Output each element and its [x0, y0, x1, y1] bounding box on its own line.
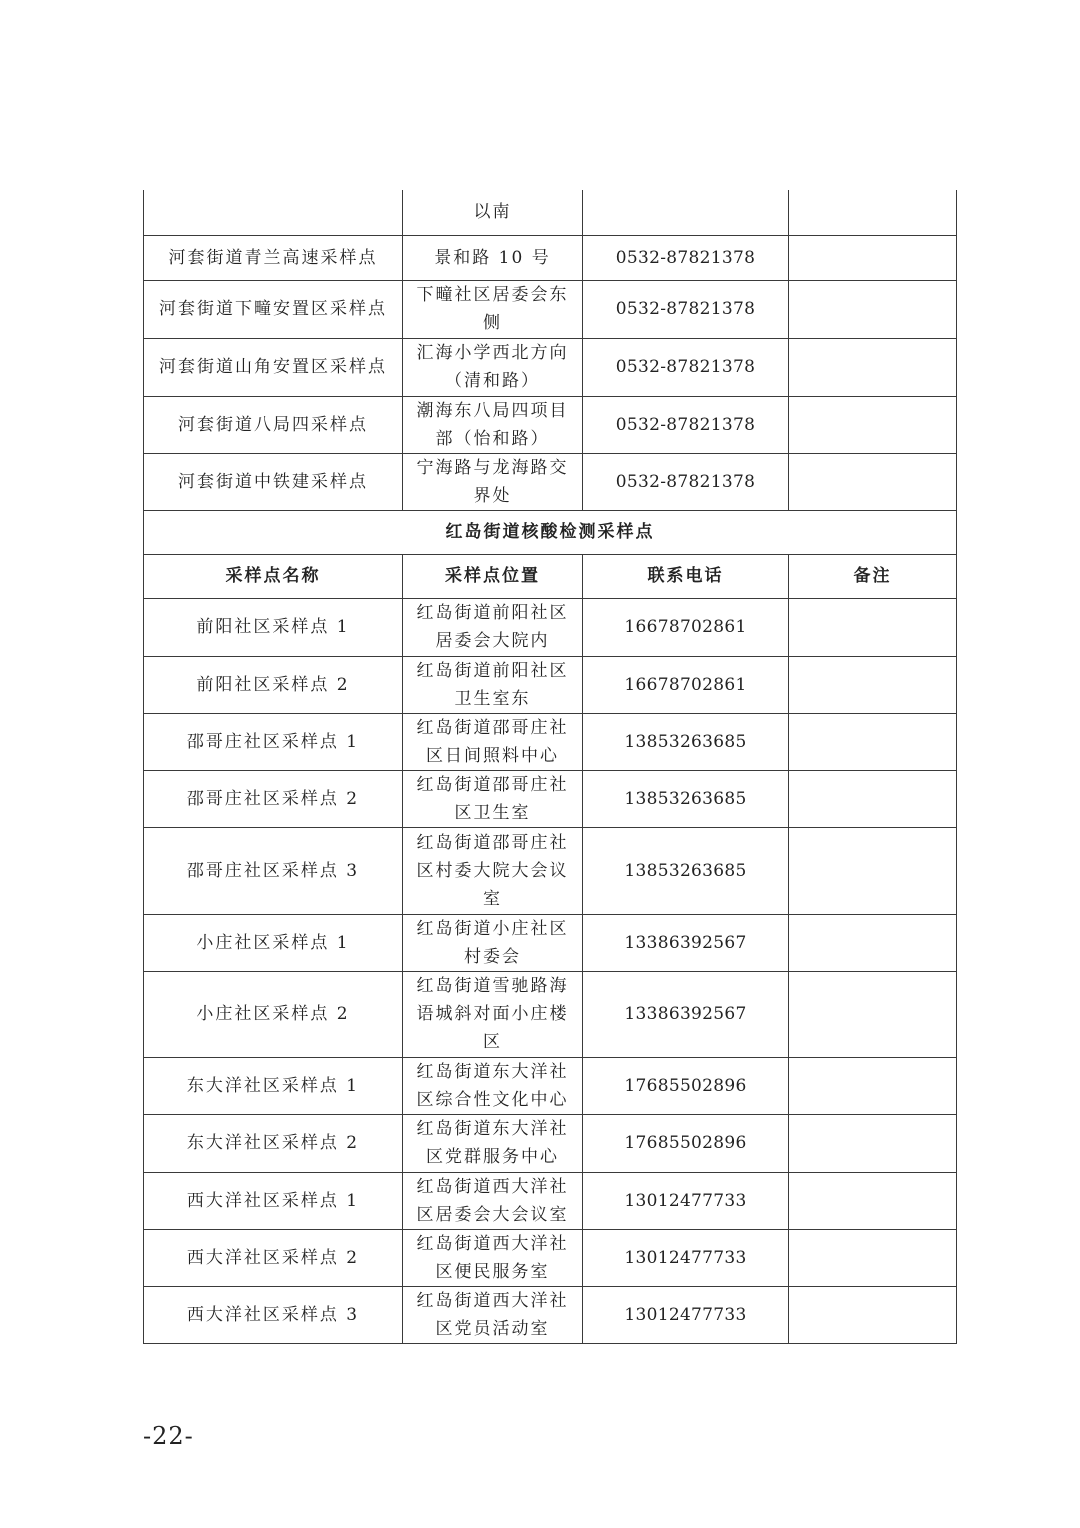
cell-note — [789, 1114, 957, 1172]
table-row — [144, 235, 957, 280]
cell-name: 邵哥庄社区采样点 2 — [144, 770, 403, 827]
cell-phone: 17685502896 — [583, 1057, 789, 1114]
cell-location: 红岛街道西大洋社区便民服务室 — [403, 1229, 583, 1286]
cell-note — [789, 1057, 957, 1114]
cell-phone: 13386392567 — [583, 971, 789, 1057]
cell-name: 小庄社区采样点 1 — [144, 914, 403, 971]
cell-name: 前阳社区采样点 1 — [144, 598, 403, 656]
cell-name: 西大洋社区采样点 2 — [144, 1229, 403, 1286]
table-row — [144, 396, 957, 453]
table-row — [144, 1172, 957, 1229]
table-row — [144, 338, 957, 396]
cell-name: 河套街道青兰高速采样点 — [144, 235, 403, 280]
cell-phone: 13012477733 — [583, 1286, 789, 1343]
cell-note — [789, 1286, 957, 1343]
table-row — [144, 827, 957, 914]
cell-name: 小庄社区采样点 2 — [144, 971, 403, 1057]
cell-name: 东大洋社区采样点 1 — [144, 1057, 403, 1114]
cell-note — [789, 971, 957, 1057]
cell-phone — [583, 190, 789, 235]
cell-name: 河套街道山角安置区采样点 — [144, 338, 403, 396]
cell-phone: 0532-87821378 — [583, 280, 789, 338]
cell-name: 河套街道八局四采样点 — [144, 396, 403, 453]
cell-name: 河套街道下疃安置区采样点 — [144, 280, 403, 338]
cell-name — [144, 190, 403, 235]
table-row — [144, 713, 957, 770]
table-row — [144, 280, 957, 338]
cell-note — [789, 453, 957, 510]
section-title: 红岛街道核酸检测采样点 — [144, 510, 957, 554]
cell-location: 红岛街道邵哥庄社区日间照料中心 — [403, 713, 583, 770]
header-note: 备注 — [789, 554, 957, 598]
cell-name: 东大洋社区采样点 2 — [144, 1114, 403, 1172]
cell-phone: 0532-87821378 — [583, 235, 789, 280]
cell-name: 邵哥庄社区采样点 1 — [144, 713, 403, 770]
cell-location: 红岛街道邵哥庄社区卫生室 — [403, 770, 583, 827]
page-number: -22- — [143, 1422, 194, 1450]
cell-note — [789, 656, 957, 713]
cell-note — [789, 713, 957, 770]
cell-location: 下疃社区居委会东侧 — [403, 280, 583, 338]
cell-name: 前阳社区采样点 2 — [144, 656, 403, 713]
table-row — [144, 1057, 957, 1114]
cell-note — [789, 1229, 957, 1286]
table-row — [144, 453, 957, 510]
cell-note — [789, 1172, 957, 1229]
cell-location: 红岛街道西大洋社区居委会大会议室 — [403, 1172, 583, 1229]
cell-note — [789, 598, 957, 656]
cell-location: 红岛街道东大洋社区综合性文化中心 — [403, 1057, 583, 1114]
cell-name: 西大洋社区采样点 3 — [144, 1286, 403, 1343]
cell-location: 汇海小学西北方向（清和路） — [403, 338, 583, 396]
header-phone: 联系电话 — [583, 554, 789, 598]
cell-phone: 0532-87821378 — [583, 453, 789, 510]
table-row — [144, 190, 957, 235]
cell-location: 红岛街道小庄社区村委会 — [403, 914, 583, 971]
cell-name: 西大洋社区采样点 1 — [144, 1172, 403, 1229]
cell-note — [789, 235, 957, 280]
cell-location: 红岛街道雪驰路海语城斜对面小庄楼区 — [403, 971, 583, 1057]
sampling-points-table — [143, 190, 957, 1344]
cell-location: 红岛街道前阳社区卫生室东 — [403, 656, 583, 713]
table-row — [144, 914, 957, 971]
cell-phone: 13853263685 — [583, 713, 789, 770]
cell-note — [789, 280, 957, 338]
cell-location: 红岛街道西大洋社区党员活动室 — [403, 1286, 583, 1343]
header-name: 采样点名称 — [144, 554, 403, 598]
cell-name: 河套街道中铁建采样点 — [144, 453, 403, 510]
cell-phone: 16678702861 — [583, 598, 789, 656]
table-row — [144, 1286, 957, 1343]
table-row — [144, 1114, 957, 1172]
cell-note — [789, 770, 957, 827]
cell-phone: 17685502896 — [583, 1114, 789, 1172]
table-row — [144, 770, 957, 827]
table-row — [144, 971, 957, 1057]
cell-note — [789, 396, 957, 453]
cell-location: 以南 — [403, 190, 583, 235]
cell-name: 邵哥庄社区采样点 3 — [144, 827, 403, 914]
cell-location: 红岛街道东大洋社区党群服务中心 — [403, 1114, 583, 1172]
cell-note — [789, 190, 957, 235]
cell-location: 红岛街道邵哥庄社区村委大院大会议室 — [403, 827, 583, 914]
cell-phone: 13012477733 — [583, 1229, 789, 1286]
cell-note — [789, 914, 957, 971]
header-row — [144, 554, 957, 598]
cell-phone: 13853263685 — [583, 827, 789, 914]
table-row — [144, 656, 957, 713]
cell-note — [789, 827, 957, 914]
cell-location: 宁海路与龙海路交界处 — [403, 453, 583, 510]
section-title-row — [144, 510, 957, 554]
table-row — [144, 1229, 957, 1286]
cell-phone: 13386392567 — [583, 914, 789, 971]
table-row — [144, 598, 957, 656]
cell-location: 潮海东八局四项目部（怡和路） — [403, 396, 583, 453]
cell-phone: 13853263685 — [583, 770, 789, 827]
cell-phone: 16678702861 — [583, 656, 789, 713]
cell-location: 景和路 10 号 — [403, 235, 583, 280]
cell-note — [789, 338, 957, 396]
cell-location: 红岛街道前阳社区居委会大院内 — [403, 598, 583, 656]
header-location: 采样点位置 — [403, 554, 583, 598]
cell-phone: 0532-87821378 — [583, 338, 789, 396]
cell-phone: 13012477733 — [583, 1172, 789, 1229]
cell-phone: 0532-87821378 — [583, 396, 789, 453]
